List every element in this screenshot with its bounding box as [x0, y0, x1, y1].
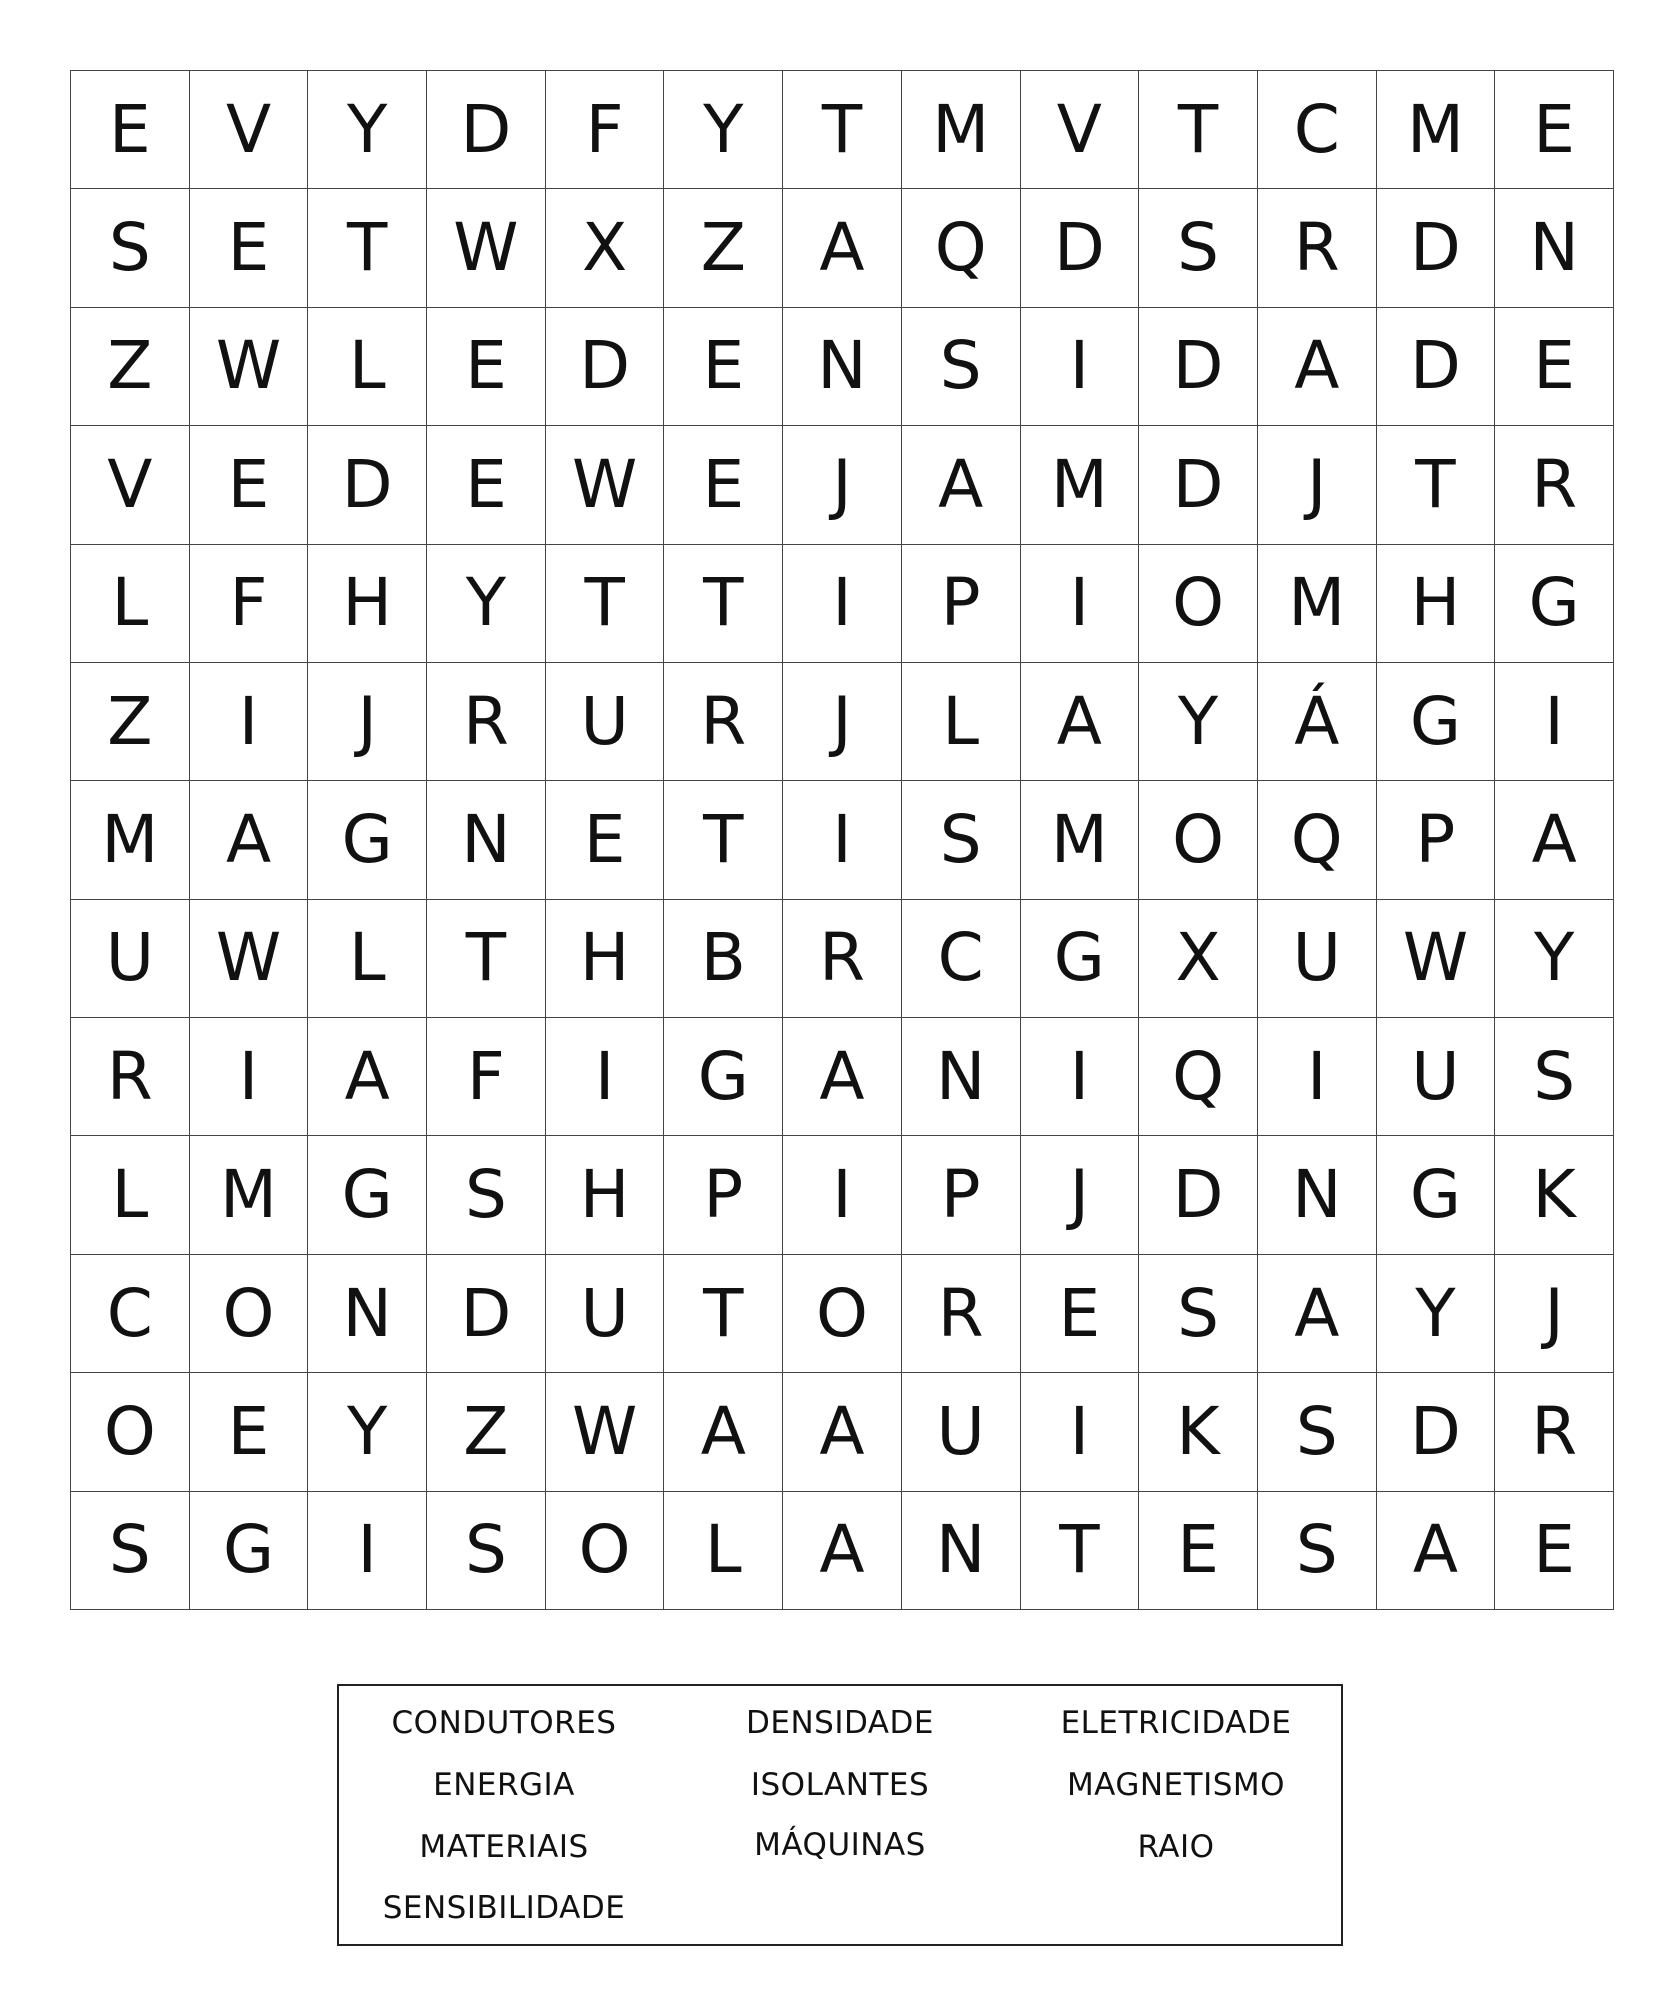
grid-cell[interactable]: C: [902, 900, 1021, 1018]
grid-cell[interactable]: I: [1021, 1373, 1140, 1491]
grid-cell[interactable]: U: [902, 1373, 1021, 1491]
grid-cell[interactable]: S: [902, 308, 1021, 426]
grid-cell[interactable]: A: [308, 1018, 427, 1136]
grid-cell[interactable]: P: [902, 545, 1021, 663]
grid-cell[interactable]: N: [1258, 1136, 1377, 1254]
grid-cell[interactable]: R: [1495, 1373, 1614, 1491]
grid-cell[interactable]: U: [546, 1255, 665, 1373]
grid-cell[interactable]: W: [546, 1373, 665, 1491]
grid-cell[interactable]: R: [1495, 426, 1614, 544]
grid-cell[interactable]: A: [1258, 1255, 1377, 1373]
grid-cell[interactable]: S: [427, 1136, 546, 1254]
grid-cell[interactable]: S: [1258, 1492, 1377, 1610]
grid-cell[interactable]: Q: [1258, 781, 1377, 899]
grid-cell[interactable]: A: [783, 1492, 902, 1610]
grid-cell[interactable]: I: [783, 1136, 902, 1254]
grid-cell[interactable]: O: [190, 1255, 309, 1373]
grid-cell[interactable]: H: [546, 900, 665, 1018]
grid-cell[interactable]: R: [1258, 189, 1377, 307]
grid-cell[interactable]: L: [71, 545, 190, 663]
grid-cell[interactable]: H: [1377, 545, 1496, 663]
grid-cell[interactable]: N: [902, 1018, 1021, 1136]
word-list-item: MÁQUINAS: [754, 1827, 926, 1863]
grid-cell[interactable]: E: [546, 781, 665, 899]
grid-cell[interactable]: I: [546, 1018, 665, 1136]
grid-cell[interactable]: D: [546, 308, 665, 426]
grid-cell[interactable]: S: [427, 1492, 546, 1610]
grid-cell[interactable]: T: [1021, 1492, 1140, 1610]
grid-cell[interactable]: U: [1377, 1018, 1496, 1136]
grid-cell[interactable]: T: [427, 900, 546, 1018]
grid-cell[interactable]: L: [71, 1136, 190, 1254]
grid-cell[interactable]: E: [1495, 1492, 1614, 1610]
grid-cell[interactable]: E: [427, 426, 546, 544]
word-list-item: MAGNETISMO: [1066, 1767, 1286, 1803]
grid-cell[interactable]: J: [783, 426, 902, 544]
grid-cell[interactable]: I: [1258, 1018, 1377, 1136]
grid-cell[interactable]: L: [902, 663, 1021, 781]
grid-cell[interactable]: Y: [308, 1373, 427, 1491]
grid-cell[interactable]: O: [783, 1255, 902, 1373]
grid-cell[interactable]: A: [902, 426, 1021, 544]
grid-cell[interactable]: A: [190, 781, 309, 899]
grid-cell[interactable]: A: [783, 1018, 902, 1136]
grid-cell[interactable]: Á: [1258, 663, 1377, 781]
word-list-item: ENERGIA: [433, 1767, 575, 1803]
grid-cell[interactable]: G: [308, 781, 427, 899]
grid-cell[interactable]: M: [1021, 426, 1140, 544]
grid-cell[interactable]: P: [664, 1136, 783, 1254]
grid-cell[interactable]: S: [902, 781, 1021, 899]
grid-cell[interactable]: C: [1258, 71, 1377, 189]
grid-cell[interactable]: M: [1258, 545, 1377, 663]
grid-cell[interactable]: U: [546, 663, 665, 781]
grid-cell[interactable]: Z: [71, 308, 190, 426]
grid-cell[interactable]: J: [1258, 426, 1377, 544]
grid-cell[interactable]: R: [427, 663, 546, 781]
grid-cell[interactable]: G: [664, 1018, 783, 1136]
grid-cell[interactable]: A: [664, 1373, 783, 1491]
grid-cell[interactable]: E: [1021, 1255, 1140, 1373]
grid-cell[interactable]: E: [190, 1373, 309, 1491]
grid-cell[interactable]: Z: [427, 1373, 546, 1491]
grid-cell[interactable]: A: [783, 189, 902, 307]
grid-cell[interactable]: X: [546, 189, 665, 307]
grid-cell[interactable]: I: [1495, 663, 1614, 781]
grid-cell[interactable]: G: [1377, 663, 1496, 781]
grid-cell[interactable]: A: [783, 1373, 902, 1491]
grid-cell[interactable]: G: [1377, 1136, 1496, 1254]
grid-cell[interactable]: W: [190, 308, 309, 426]
grid-cell[interactable]: T: [783, 71, 902, 189]
grid-cell[interactable]: Z: [71, 663, 190, 781]
word-list-item: SENSIBILIDADE: [382, 1890, 626, 1926]
grid-cell[interactable]: J: [1021, 1136, 1140, 1254]
grid-cell[interactable]: K: [1139, 1373, 1258, 1491]
grid-cell[interactable]: F: [427, 1018, 546, 1136]
grid-cell[interactable]: E: [427, 308, 546, 426]
grid-cell[interactable]: M: [1377, 71, 1496, 189]
grid-cell[interactable]: Y: [308, 71, 427, 189]
grid-cell[interactable]: G: [1495, 545, 1614, 663]
grid-cell[interactable]: D: [1377, 308, 1496, 426]
grid-cell[interactable]: J: [308, 663, 427, 781]
grid-cell[interactable]: A: [1258, 308, 1377, 426]
grid-cell[interactable]: I: [190, 1018, 309, 1136]
grid-cell[interactable]: O: [1139, 545, 1258, 663]
grid-cell[interactable]: B: [664, 900, 783, 1018]
grid-cell[interactable]: I: [783, 545, 902, 663]
grid-cell[interactable]: S: [1258, 1373, 1377, 1491]
grid-cell[interactable]: E: [190, 426, 309, 544]
grid-cell[interactable]: S: [1139, 189, 1258, 307]
grid-cell[interactable]: Q: [1139, 1018, 1258, 1136]
grid-cell[interactable]: G: [190, 1492, 309, 1610]
grid-cell[interactable]: T: [308, 189, 427, 307]
word-list-item: RAIO: [1137, 1829, 1215, 1865]
grid-cell[interactable]: R: [783, 900, 902, 1018]
grid-cell[interactable]: D: [1139, 426, 1258, 544]
grid-cell[interactable]: E: [190, 189, 309, 307]
grid-cell[interactable]: F: [546, 71, 665, 189]
grid-cell[interactable]: I: [1021, 1018, 1140, 1136]
word-list-item: DENSIDADE: [746, 1705, 934, 1741]
grid-cell[interactable]: T: [1377, 426, 1496, 544]
grid-cell[interactable]: F: [190, 545, 309, 663]
grid-cell[interactable]: G: [308, 1136, 427, 1254]
grid-cell[interactable]: I: [308, 1492, 427, 1610]
grid-cell[interactable]: N: [902, 1492, 1021, 1610]
grid-cell[interactable]: D: [1139, 1136, 1258, 1254]
grid-cell[interactable]: N: [783, 308, 902, 426]
grid-cell[interactable]: E: [664, 426, 783, 544]
grid-cell[interactable]: T: [664, 781, 783, 899]
grid-cell[interactable]: S: [1495, 1018, 1614, 1136]
grid-cell[interactable]: W: [546, 426, 665, 544]
grid-cell[interactable]: D: [1377, 189, 1496, 307]
grid-cell[interactable]: N: [1495, 189, 1614, 307]
word-bank: [337, 1684, 1343, 1946]
grid-cell[interactable]: L: [308, 900, 427, 1018]
grid-cell[interactable]: R: [71, 1018, 190, 1136]
grid-cell[interactable]: P: [902, 1136, 1021, 1254]
letter-grid: [70, 70, 1614, 1610]
grid-cell[interactable]: Z: [664, 189, 783, 307]
grid-cell[interactable]: T: [664, 1255, 783, 1373]
grid-cell[interactable]: E: [1495, 71, 1614, 189]
grid-cell[interactable]: U: [71, 900, 190, 1018]
word-list-item: ISOLANTES: [750, 1767, 930, 1803]
grid-cell[interactable]: T: [546, 545, 665, 663]
grid-cell[interactable]: O: [1139, 781, 1258, 899]
word-list-item: ELETRICIDADE: [1060, 1705, 1292, 1741]
grid-cell[interactable]: Q: [902, 189, 1021, 307]
grid-cell[interactable]: S: [71, 189, 190, 307]
grid-cell[interactable]: J: [1495, 1255, 1614, 1373]
grid-cell[interactable]: X: [1139, 900, 1258, 1018]
grid-cell[interactable]: R: [664, 663, 783, 781]
word-list-item: CONDUTORES: [391, 1705, 617, 1741]
grid-cell[interactable]: A: [1377, 1492, 1496, 1610]
grid-cell[interactable]: Y: [1377, 1255, 1496, 1373]
grid-cell[interactable]: L: [664, 1492, 783, 1610]
grid-cell[interactable]: N: [427, 781, 546, 899]
grid-cell[interactable]: S: [71, 1492, 190, 1610]
grid-cell[interactable]: I: [1021, 308, 1140, 426]
grid-cell[interactable]: A: [1495, 781, 1614, 899]
grid-cell[interactable]: D: [308, 426, 427, 544]
grid-cell[interactable]: L: [308, 308, 427, 426]
grid-cell[interactable]: N: [308, 1255, 427, 1373]
grid-cell[interactable]: Y: [1139, 663, 1258, 781]
grid-cell[interactable]: D: [1377, 1373, 1496, 1491]
grid-cell[interactable]: V: [71, 426, 190, 544]
grid-cell[interactable]: A: [1021, 663, 1140, 781]
grid-cell[interactable]: D: [427, 1255, 546, 1373]
grid-cell[interactable]: G: [1021, 900, 1140, 1018]
grid-cell[interactable]: T: [1139, 71, 1258, 189]
grid-cell[interactable]: T: [664, 545, 783, 663]
grid-cell[interactable]: M: [190, 1136, 309, 1254]
grid-cell[interactable]: H: [308, 545, 427, 663]
grid-cell[interactable]: K: [1495, 1136, 1614, 1254]
grid-cell[interactable]: E: [1139, 1492, 1258, 1610]
grid-cell[interactable]: O: [71, 1373, 190, 1491]
grid-cell[interactable]: Y: [427, 545, 546, 663]
grid-cell[interactable]: I: [783, 781, 902, 899]
grid-cell[interactable]: V: [1021, 71, 1140, 189]
grid-cell[interactable]: E: [1495, 308, 1614, 426]
grid-cell[interactable]: M: [902, 71, 1021, 189]
grid-cell[interactable]: E: [664, 308, 783, 426]
grid-cell[interactable]: M: [71, 781, 190, 899]
grid-cell[interactable]: U: [1258, 900, 1377, 1018]
grid-cell[interactable]: J: [783, 663, 902, 781]
grid-cell[interactable]: W: [1377, 900, 1496, 1018]
grid-cell[interactable]: D: [427, 71, 546, 189]
grid-cell[interactable]: W: [427, 189, 546, 307]
grid-cell[interactable]: P: [1377, 781, 1496, 899]
grid-cell[interactable]: I: [190, 663, 309, 781]
grid-cell[interactable]: Y: [664, 71, 783, 189]
grid-cell[interactable]: V: [190, 71, 309, 189]
grid-cell[interactable]: M: [1021, 781, 1140, 899]
grid-cell[interactable]: Y: [1495, 900, 1614, 1018]
grid-cell[interactable]: C: [71, 1255, 190, 1373]
grid-cell[interactable]: D: [1139, 308, 1258, 426]
word-list-item: MATERIAIS: [419, 1829, 589, 1865]
grid-cell[interactable]: R: [902, 1255, 1021, 1373]
grid-cell[interactable]: O: [546, 1492, 665, 1610]
grid-cell[interactable]: D: [1021, 189, 1140, 307]
grid-cell[interactable]: H: [546, 1136, 665, 1254]
grid-cell[interactable]: S: [1139, 1255, 1258, 1373]
grid-cell[interactable]: W: [190, 900, 309, 1018]
grid-cell[interactable]: I: [1021, 545, 1140, 663]
grid-cell[interactable]: E: [71, 71, 190, 189]
